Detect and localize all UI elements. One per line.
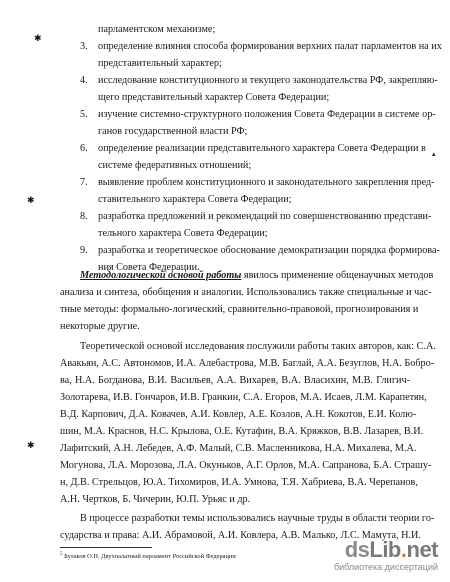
list-item-line: системе федеративных отношений; (98, 160, 252, 171)
methodology-line-4: некоторые другие. (60, 321, 140, 332)
theory-line-6: шин, М.А. Краснов, Н.С. Крылова, О.Е. Кутафин, В.А. Кряжков, В.В. Лазарев, В.И. (60, 426, 424, 437)
list-item-line: определение влияния способа формирования верхних палат парламентов на их (98, 41, 442, 52)
list-item-line: изучение системно-структурного положения Совета Федерации в системе ор- (98, 109, 436, 120)
watermark-logo: dsLib.net (344, 537, 438, 562)
list-item-number: 9. (80, 245, 88, 256)
scan-speck-icon: ✱ (27, 441, 35, 451)
process-line-2: сударства и права: А.И. Абрамовой, А.И. Ковлера, А.В. Малько, Л.С. Мамута, Н.И. (60, 530, 421, 541)
theory-line-5: В.Д. Карпович, Д.А. Ковачев, А.И. Ковлер, А.Е. Козлов, А.Н. Кокотов, Е.И. Колю- (60, 409, 417, 420)
methodology-line-3: тные методы: формально-логический, сравнительно-правовой, прогнозирования и (60, 304, 419, 315)
list-item-line: ганов государственной власти РФ; (98, 126, 248, 137)
theory-line-4: Золотарева, И.В. Гончаров, И.В. Гранкин, С.А. Егоров, М.А. Исаев, Л.М. Карапетян, (60, 392, 427, 403)
footnote-text: Булаков О.Н. Двухпалатный парламент Российской Федерации (62, 553, 236, 561)
list-item-number: 3. (80, 41, 88, 52)
methodology-bold-lead: Методологической основой работы (80, 270, 242, 281)
list-item-number: 6. (80, 143, 88, 154)
scan-speck-icon: ✱ (34, 34, 42, 44)
list-item-line: выявление проблем конституционного и законодательного закрепления пред- (98, 177, 435, 188)
watermark-subtitle: библиотека диссертаций (333, 562, 438, 572)
methodology-line-2: анализа и синтеза, обобщения и аналогии. Использовались также специальные и час- (60, 287, 432, 298)
footnote-marker: 5 (60, 552, 63, 557)
theory-line-1: Теоретической основой исследования послужили работы таких авторов, как: С.А. (80, 341, 436, 352)
footnote-rule (60, 547, 152, 548)
theory-line-7: Лафитский, А.Н. Лебедев, А.Ф. Малый, С.В. Масленникова, Н.А. Михалева, М.А. (60, 443, 417, 454)
footnote (60, 551, 236, 561)
methodology-first-rest: явилось применение общенаучных методов (241, 270, 434, 281)
theory-line-9: н, Д.В. Стрельцов, Ю.А. Тихомиров, И.А. Умнова, Т.Я. Хабриева, В.А. Черепанов, (60, 477, 418, 488)
theory-line-2: Авакьян, А.С. Автономов, И.А. Алебастрова, М.В. Баглай, А.А. Безуглов, Н.А. Бобро- (60, 358, 435, 369)
theory-line-8: Могунова, Л.А. Морозова, Л.А. Окуньков, А.Г. Орлов, М.А. Сапранова, Б.А. Страшу- (60, 460, 432, 471)
scan-speck-icon: ▴ (432, 150, 436, 158)
process-line-1: В процессе разработки темы использовались научные труды в области теории го- (80, 513, 435, 524)
list-item-line: представительный характер; (98, 58, 222, 69)
list-item-line: щего представительный характер Совета Федерации; (98, 92, 330, 103)
watermark (334, 539, 438, 572)
list-item-number: 5. (80, 109, 88, 120)
list-item-line: разработка и теоретическое обоснование демократизации порядка формирова- (98, 245, 440, 256)
list-item-line: ния Совета Федерации. (98, 262, 200, 273)
list-item-number: 4. (80, 75, 88, 86)
list-item-line: тельного характера Совета Федерации; (98, 228, 268, 239)
list-item-line: ставительного характера Совета Федерации; (98, 194, 292, 205)
scan-speck-icon: ✱ (27, 196, 35, 206)
list-item-number: 7. (80, 177, 88, 188)
list-item-line: разработка предложений и рекомендаций по совершенствованию представи- (98, 211, 432, 222)
list-item-line: парламентском механизме; (98, 24, 216, 35)
methodology-line-1 (80, 270, 434, 282)
list-item-number: 8. (80, 211, 88, 222)
theory-line-10: А.Н. Чертков, Б. Чичерин, Ю.П. Урьяс и др. (60, 494, 251, 505)
list-item-line: определение реализации представительного характера Совета Федерации в (98, 143, 426, 154)
theory-line-3: ва, Н.А. Богданова, В.И. Васильев, А.А. Вихарев, В.А. Власихин, М.В. Глигич- (60, 375, 410, 386)
list-item-line: исследование конституционного и текущего законодательства РФ, закрепляю- (98, 75, 438, 86)
